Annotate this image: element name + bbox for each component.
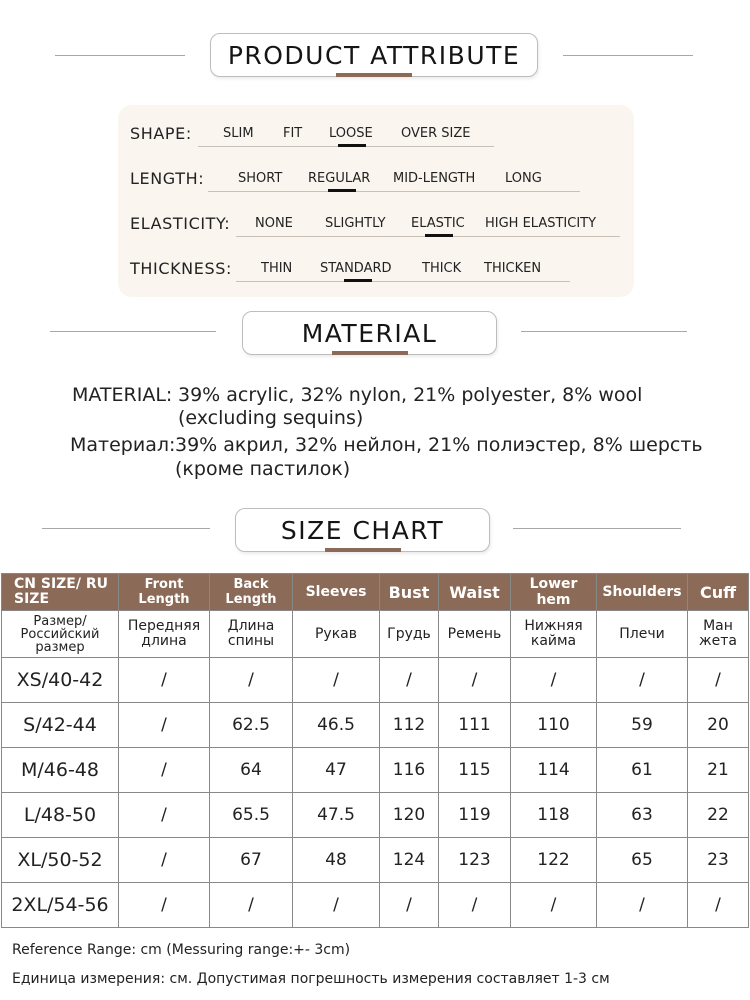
measurement-cell: 123 bbox=[439, 838, 511, 883]
table-row bbox=[2, 838, 749, 883]
header-cuff: Cuff bbox=[688, 574, 749, 611]
attribute-underline bbox=[208, 191, 580, 192]
size-cell: 2XL/54-56 bbox=[2, 883, 119, 928]
selected-marker bbox=[344, 279, 372, 282]
section-title-size-chart: SIZE CHART bbox=[235, 508, 490, 552]
header-cn-size: CN SIZE/ RU SIZE bbox=[2, 574, 119, 611]
header-shoulders: Shoulders bbox=[597, 574, 688, 611]
material-label-ru: Материал: bbox=[70, 434, 176, 456]
option-over-size: OVER SIZE bbox=[401, 126, 471, 141]
option-thin: THIN bbox=[261, 261, 293, 276]
measurement-cell: 61 bbox=[597, 748, 688, 793]
section-divider-left bbox=[42, 528, 210, 529]
material-label-en: MATERIAL: bbox=[72, 384, 173, 406]
header-ru-back-length: Длина спины bbox=[210, 611, 293, 658]
measurement-cell: 22 bbox=[688, 793, 749, 838]
measurement-cell: / bbox=[119, 838, 210, 883]
option-loose: LOOSE bbox=[329, 126, 373, 141]
attribute-card bbox=[118, 105, 634, 297]
option-short: SHORT bbox=[238, 171, 283, 186]
option-slim: SLIM bbox=[223, 126, 254, 141]
section-divider-left bbox=[55, 55, 185, 56]
measurement-cell: / bbox=[439, 883, 511, 928]
table-row bbox=[2, 658, 749, 703]
size-cell: L/48-50 bbox=[2, 793, 119, 838]
measurement-cell: 67 bbox=[210, 838, 293, 883]
measurement-cell: 47.5 bbox=[293, 793, 380, 838]
measurement-cell: 110 bbox=[511, 703, 597, 748]
measurement-cell: / bbox=[293, 658, 380, 703]
measurement-cell: 118 bbox=[511, 793, 597, 838]
material-text-ru-2: (кроме пастилок) bbox=[175, 458, 351, 480]
header-ru-lower-hem: Нижняя кайма bbox=[511, 611, 597, 658]
header-lower-hem: Lower hem bbox=[511, 574, 597, 611]
option-elastic: ELASTIC bbox=[411, 216, 465, 231]
measurement-cell: 46.5 bbox=[293, 703, 380, 748]
header-row-en bbox=[2, 574, 749, 611]
measurement-cell: / bbox=[439, 658, 511, 703]
header-row-ru bbox=[2, 611, 749, 658]
header-front-length: Front Length bbox=[119, 574, 210, 611]
section-accent-bar bbox=[325, 548, 401, 552]
measurement-cell: 124 bbox=[380, 838, 439, 883]
header-sleeves: Sleeves bbox=[293, 574, 380, 611]
size-cell: M/46-48 bbox=[2, 748, 119, 793]
attribute-row-thickness bbox=[118, 245, 634, 285]
header-ru-sleeves: Рукав bbox=[293, 611, 380, 658]
measurement-cell: 112 bbox=[380, 703, 439, 748]
measurement-cell: 23 bbox=[688, 838, 749, 883]
header-ru-front-length: Передняя длина bbox=[119, 611, 210, 658]
reference-range-note-ru: Единица измерения: см. Допустимая погрешность измерения составляет 1-3 см bbox=[12, 971, 610, 987]
measurement-cell: 65 bbox=[597, 838, 688, 883]
section-accent-bar bbox=[332, 351, 408, 355]
option-thick: THICK bbox=[422, 261, 462, 276]
header-ru-cuff: Ман жета bbox=[688, 611, 749, 658]
selected-marker bbox=[425, 234, 453, 237]
measurement-cell: 120 bbox=[380, 793, 439, 838]
option-thicken: THICKEN bbox=[484, 261, 542, 276]
option-regular: REGULAR bbox=[308, 171, 371, 186]
section-title-material: MATERIAL bbox=[242, 311, 497, 355]
measurement-cell: 47 bbox=[293, 748, 380, 793]
measurement-cell: / bbox=[210, 883, 293, 928]
measurement-cell: / bbox=[119, 793, 210, 838]
attribute-row-shape bbox=[118, 110, 634, 150]
header-ru-size: Размер/ Российский размер bbox=[2, 611, 119, 658]
option-standard: STANDARD bbox=[320, 261, 392, 276]
attribute-underline bbox=[236, 281, 570, 282]
selected-marker bbox=[328, 189, 356, 192]
attribute-label: ELASTICITY: bbox=[130, 214, 231, 233]
measurement-cell: 65.5 bbox=[210, 793, 293, 838]
option-high-elasticity: HIGH ELASTICITY bbox=[485, 216, 597, 231]
attribute-label: THICKNESS: bbox=[130, 259, 232, 278]
section-divider-left bbox=[50, 331, 216, 332]
section-accent-bar bbox=[336, 73, 412, 77]
attribute-label: LENGTH: bbox=[130, 169, 205, 188]
section-divider-right bbox=[563, 55, 693, 56]
measurement-cell: / bbox=[688, 883, 749, 928]
section-divider-right bbox=[521, 331, 687, 332]
measurement-cell: 122 bbox=[511, 838, 597, 883]
measurement-cell: 63 bbox=[597, 793, 688, 838]
measurement-cell: / bbox=[293, 883, 380, 928]
option-fit: FIT bbox=[283, 126, 303, 141]
option-none: NONE bbox=[255, 216, 293, 231]
measurement-cell: 59 bbox=[597, 703, 688, 748]
header-bust: Bust bbox=[380, 574, 439, 611]
size-cell: S/42-44 bbox=[2, 703, 119, 748]
measurement-cell: / bbox=[119, 658, 210, 703]
measurement-cell: / bbox=[380, 658, 439, 703]
material-text-ru: 39% акрил, 32% нейлон, 21% полиэстер, 8% шерсть bbox=[175, 434, 703, 456]
selected-marker bbox=[338, 144, 366, 147]
table-row bbox=[2, 703, 749, 748]
size-cell: XL/50-52 bbox=[2, 838, 119, 883]
measurement-cell: 21 bbox=[688, 748, 749, 793]
measurement-cell: 62.5 bbox=[210, 703, 293, 748]
measurement-cell: / bbox=[119, 748, 210, 793]
option-slightly: SLIGHTLY bbox=[325, 216, 386, 231]
attribute-label: SHAPE: bbox=[130, 124, 192, 143]
measurement-cell: 111 bbox=[439, 703, 511, 748]
section-title-attribute: PRODUCT ATTRIBUTE bbox=[210, 33, 538, 77]
measurement-cell: 114 bbox=[511, 748, 597, 793]
table-row bbox=[2, 793, 749, 838]
measurement-cell: / bbox=[380, 883, 439, 928]
measurement-cell: 116 bbox=[380, 748, 439, 793]
size-cell: XS/40-42 bbox=[2, 658, 119, 703]
option-long: LONG bbox=[505, 171, 542, 186]
measurement-cell: 64 bbox=[210, 748, 293, 793]
measurement-cell: / bbox=[511, 658, 597, 703]
header-ru-shoulders: Плечи bbox=[597, 611, 688, 658]
size-chart-table bbox=[1, 573, 749, 928]
header-back-length: Back Length bbox=[210, 574, 293, 611]
measurement-cell: / bbox=[210, 658, 293, 703]
option-mid-length: MID-LENGTH bbox=[393, 171, 476, 186]
measurement-cell: 20 bbox=[688, 703, 749, 748]
section-divider-right bbox=[513, 528, 681, 529]
measurement-cell: / bbox=[597, 658, 688, 703]
material-text-en: 39% acrylic, 32% nylon, 21% polyester, 8% wool bbox=[178, 384, 643, 406]
measurement-cell: / bbox=[597, 883, 688, 928]
reference-range-note: Reference Range: cm (Messuring range:+- 3cm) bbox=[12, 942, 351, 958]
measurement-cell: / bbox=[119, 883, 210, 928]
header-ru-bust: Грудь bbox=[380, 611, 439, 658]
attribute-row-length bbox=[118, 155, 634, 195]
table-row bbox=[2, 748, 749, 793]
measurement-cell: 119 bbox=[439, 793, 511, 838]
attribute-row-elasticity bbox=[118, 200, 634, 240]
measurement-cell: / bbox=[688, 658, 749, 703]
header-ru-waist: Ремень bbox=[439, 611, 511, 658]
measurement-cell: / bbox=[511, 883, 597, 928]
measurement-cell: / bbox=[119, 703, 210, 748]
measurement-cell: 115 bbox=[439, 748, 511, 793]
material-text-en-2: (excluding sequins) bbox=[178, 407, 364, 429]
measurement-cell: 48 bbox=[293, 838, 380, 883]
table-row bbox=[2, 883, 749, 928]
header-waist: Waist bbox=[439, 574, 511, 611]
